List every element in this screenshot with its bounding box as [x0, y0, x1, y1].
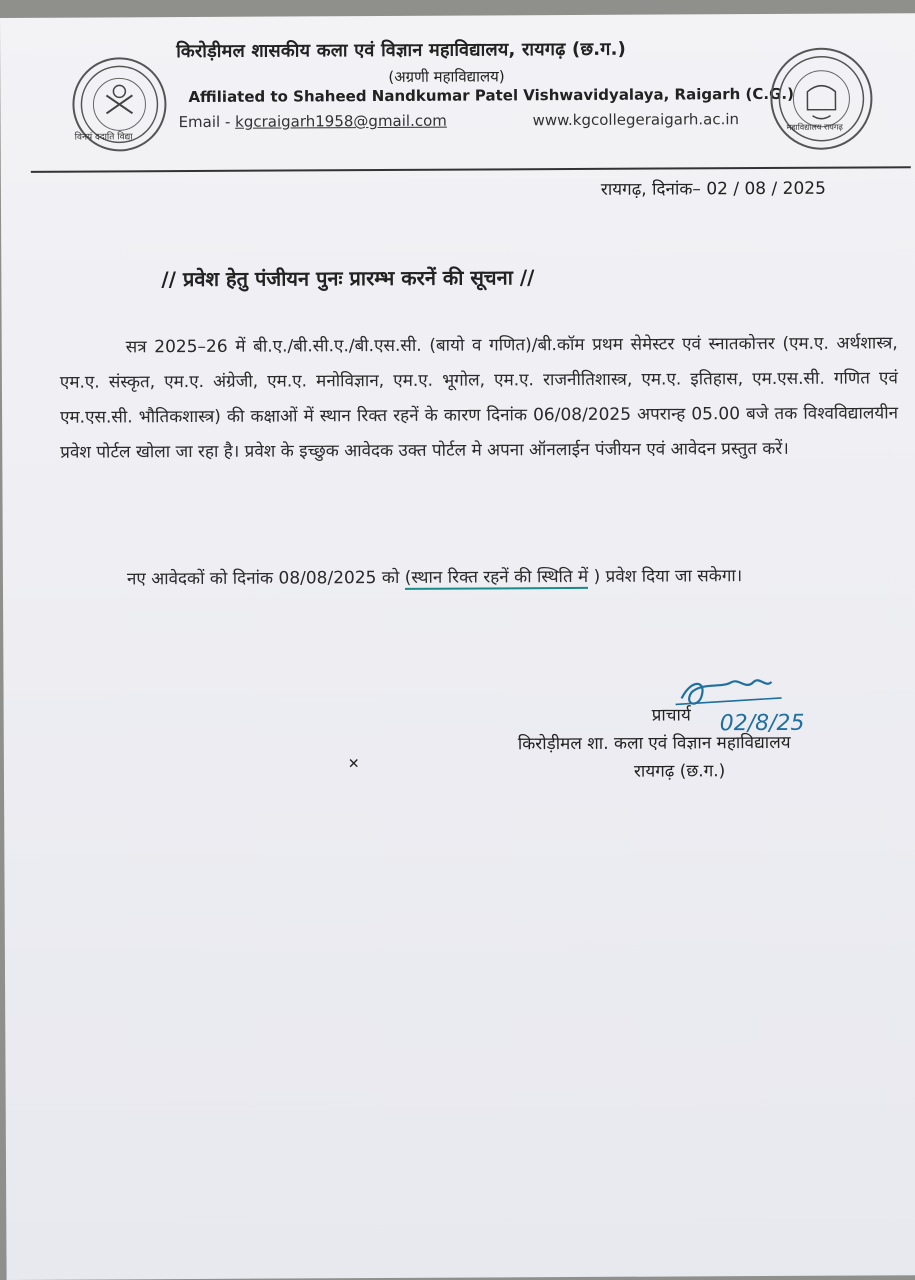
notice-date: रायगढ़, दिनांक– 02 / 08 / 2025 [600, 178, 826, 200]
college-subtitle: (अग्रणी महाविद्यालय) [388, 67, 505, 86]
paragraph-2-underlined: (स्थान रिक्त रहनें की स्थिति में [404, 566, 589, 588]
signatory-college: किरोड़ीमल शा. कला एवं विज्ञान महाविद्यालय [517, 732, 791, 755]
affiliation: Affiliated to Shaheed Nandkumar Patel Vishwavidyalaya, Raigarh (C.G.) [188, 84, 794, 107]
signatory-place: रायगढ़ (छ.ग.) [633, 761, 726, 782]
left-seal-motto: विनयं ददाति विद्या [74, 132, 133, 143]
designation: प्राचार्य [651, 705, 691, 726]
header-divider [31, 166, 911, 173]
notice-paragraph-2 [61, 558, 899, 597]
notice-paragraph-1: सत्र 2025–26 में बी.ए./बी.सी.ए./बी.एस.सी. (बायो व गणित)/बी.कॉम प्रथम सेमेस्टर एवं स्नातकोत्तर (एम.ए. अर्थशास्त्र, एम.ए. संस्कृत, एम.ए. अंग्रेजी, एम.ए. मनोविज्ञान, एम.ए. भूगोल, एम.ए. राजनीतिशास्त्र, एम.ए. इतिहास, एम.एस.सी. गणित एवं एम.एस.सी. भौतिकशास्त्र) की कक्षाओं में स्थान रिक्त रहनें के कारण दिनांक 06/08/2025 अपरान्ह 05.00 बजे तक विश्वविद्यालयीन प्रवेश पोर्टल खोला जा रहा है। प्रवेश के इच्छुक आवेदक उक्त पोर्टल मे अपना ऑनलाईन पंजीयन एवं आवेदन प्रस्तुत करें। [59, 333, 899, 463]
paper-speck: ✕ [347, 756, 360, 773]
college-name: किरोड़ीमल शासकीय कला एवं विज्ञान महाविद्यालय, रायगढ़ (छ.ग.) [176, 38, 627, 63]
email-label: Email - [178, 112, 236, 132]
right-seal-motto: महाविद्यालय रायगढ़ [786, 122, 843, 132]
notice-sheet [0, 13, 915, 1280]
paragraph-2-end: ) प्रवेश दिया जा सकेगा। [588, 566, 743, 587]
college-seal-right [770, 47, 873, 150]
paragraph-2-start: नए आवेदकों को दिनांक 08/08/2025 को [126, 567, 405, 590]
email-address[interactable]: kgcraigarh1958@gmail.com [235, 111, 447, 131]
email-line [179, 112, 447, 131]
signature-date: 02/8/25 [719, 710, 805, 737]
notice-title: // प्रवेश हेतु पंजीयन पुनः प्रारम्भ करनें की सूचना // [161, 265, 535, 292]
website[interactable]: www.kgcollegeraigarh.ac.in [532, 110, 740, 130]
